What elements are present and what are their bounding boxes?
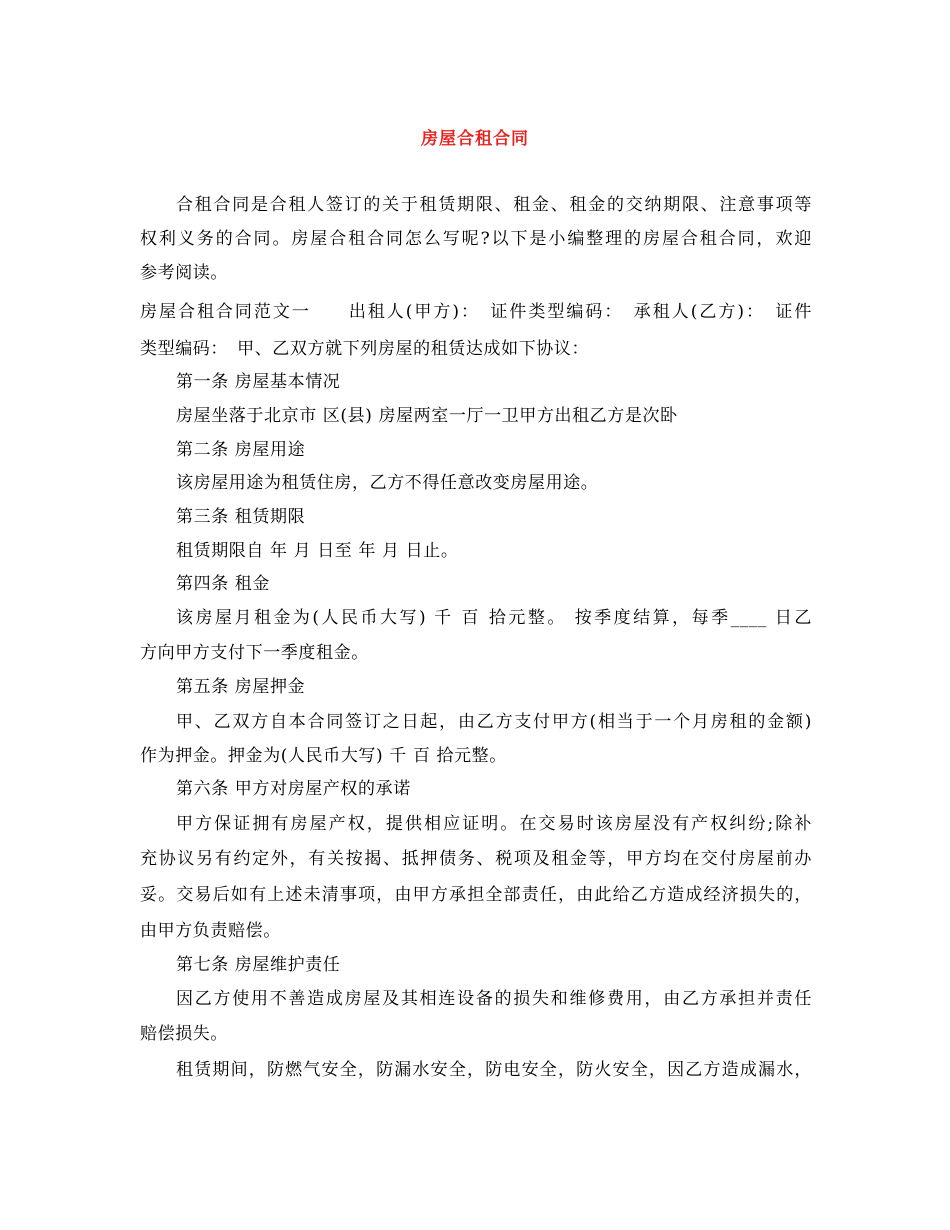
paragraph-line: 租赁期间，防燃气安全，防漏水安全，防电安全，防火安全，因乙方造成漏水，: [176, 1060, 812, 1080]
section-heading: 第四条 租金: [176, 574, 271, 594]
paragraph-line: 因乙方使用不善造成房屋及其相连设备的损失和维修费用，由乙方承担并责任: [176, 989, 812, 1009]
paragraph-line: 类型编码： 甲、乙双方就下列房屋的租赁达成如下协议：: [140, 339, 590, 359]
section-heading: 第一条 房屋基本情况: [176, 372, 341, 392]
paragraph-line: 妥。交易后如有上述未清事项，由甲方承担全部责任，由此给乙方造成经济损失的，: [140, 885, 812, 905]
paragraph-line: 房屋坐落于北京市 区(县) 房屋两室一厅一卫甲方出租乙方是次卧: [176, 406, 678, 426]
paragraph-line: 该房屋月租金为(人民币大写) 千 百 拾元整。 按季度结算，每季____ 日乙: [176, 608, 812, 628]
paragraph-line: 赔偿损失。: [140, 1024, 228, 1044]
section-heading: 第二条 房屋用途: [176, 440, 306, 460]
paragraph-line: 该房屋用途为租赁住房，乙方不得任意改变房屋用途。: [176, 473, 599, 493]
paragraph-line: 方向甲方支付下一季度租金。: [140, 643, 369, 663]
section-heading: 第七条 房屋维护责任: [176, 955, 341, 975]
paragraph-line: 由甲方负责赔偿。: [140, 921, 281, 941]
paragraph-line: 充协议另有约定外，有关按揭、抵押债务、税项及租金等，甲方均在交付房屋前办: [140, 849, 812, 869]
paragraph-line: 甲方保证拥有房屋产权，提供相应证明。在交易时该房屋没有产权纠纷;除补: [176, 814, 812, 834]
paragraph-line: 甲、乙双方自本合同签订之日起，由乙方支付甲方(相当于一个月房租的金额): [176, 712, 812, 732]
paragraph-line: 租赁期限自 年 月 日至 年 月 日止。: [176, 541, 459, 561]
paragraph-line: 房屋合租合同范文一 出租人(甲方)： 证件类型编码： 承租人(乙方)： 证件: [140, 302, 812, 322]
paragraph-line: 参考阅读。: [140, 263, 228, 283]
document-title: 房屋合租合同: [421, 129, 529, 149]
section-heading: 第三条 租赁期限: [176, 507, 306, 527]
paragraph-line: 权利义务的合同。房屋合租合同怎么写呢?以下是小编整理的房屋合租合同，欢迎: [140, 229, 812, 249]
section-heading: 第六条 甲方对房屋产权的承诺: [176, 779, 411, 799]
section-heading: 第五条 房屋押金: [176, 677, 306, 697]
paragraph-line: 作为押金。押金为(人民币大写) 千 百 拾元整。: [140, 746, 507, 766]
paragraph-line: 合租合同是合租人签订的关于租赁期限、租金、租金的交纳期限、注意事项等: [176, 195, 812, 215]
